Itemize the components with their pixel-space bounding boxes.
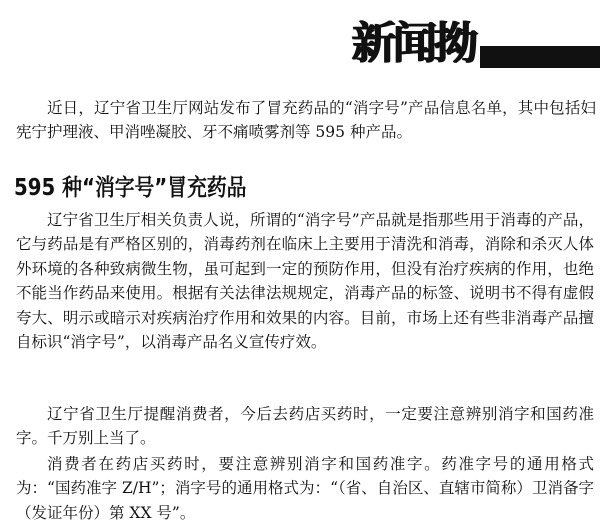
column-masthead — [352, 16, 600, 74]
body-paragraph-2: 辽宁省卫生厅提醒消费者，今后去药店买药时，一定要注意辨别消字和国药准字。千万别上当了。 — [16, 405, 594, 448]
column-title: 新闻拗 — [352, 18, 475, 69]
body-paragraph-3: 消费者在药店买药时，要注意辨别消字和国药准字。药准字号的通用格式为：“国药准字 Z/H”；消字号的通用格式为：“（省、自治区、直辖市简称）卫消备字（发证年份）第 XX 号”。 — [16, 455, 594, 522]
article-headline: 595 种“消字号”冒充药品 — [14, 175, 247, 201]
masthead-bar — [480, 46, 600, 68]
body-paragraph-1: 辽宁省卫生厅相关负责人说，所谓的“消字号”产品就是指那些用于消毒的产品，它与药品是有严格区别的，消毒药剂在临床上主要用于清洗和消毒，消除和杀灭人体外环境的各种致病微生物，虽可起到一定的预防作用，但没有治疗疾病的作用，也绝不能当作药品来使用。根据有关法律法规规定，消毒产品的标签、说明书不得有虚假夸大、明示或暗示对疾病治疗作用和效果的内容。目前，市场上还有些非消毒产品擅自标识“消字号”，以消毒产品名义宣传疗效。 — [16, 211, 594, 352]
intro-paragraph: 近日，辽宁省卫生厅网站发布了冒充药品的“消字号”产品信息名单，其中包括妇宪宁护理液、甲消唑凝胶、牙不痛喷雾剂等 595 种产品。 — [16, 99, 596, 141]
